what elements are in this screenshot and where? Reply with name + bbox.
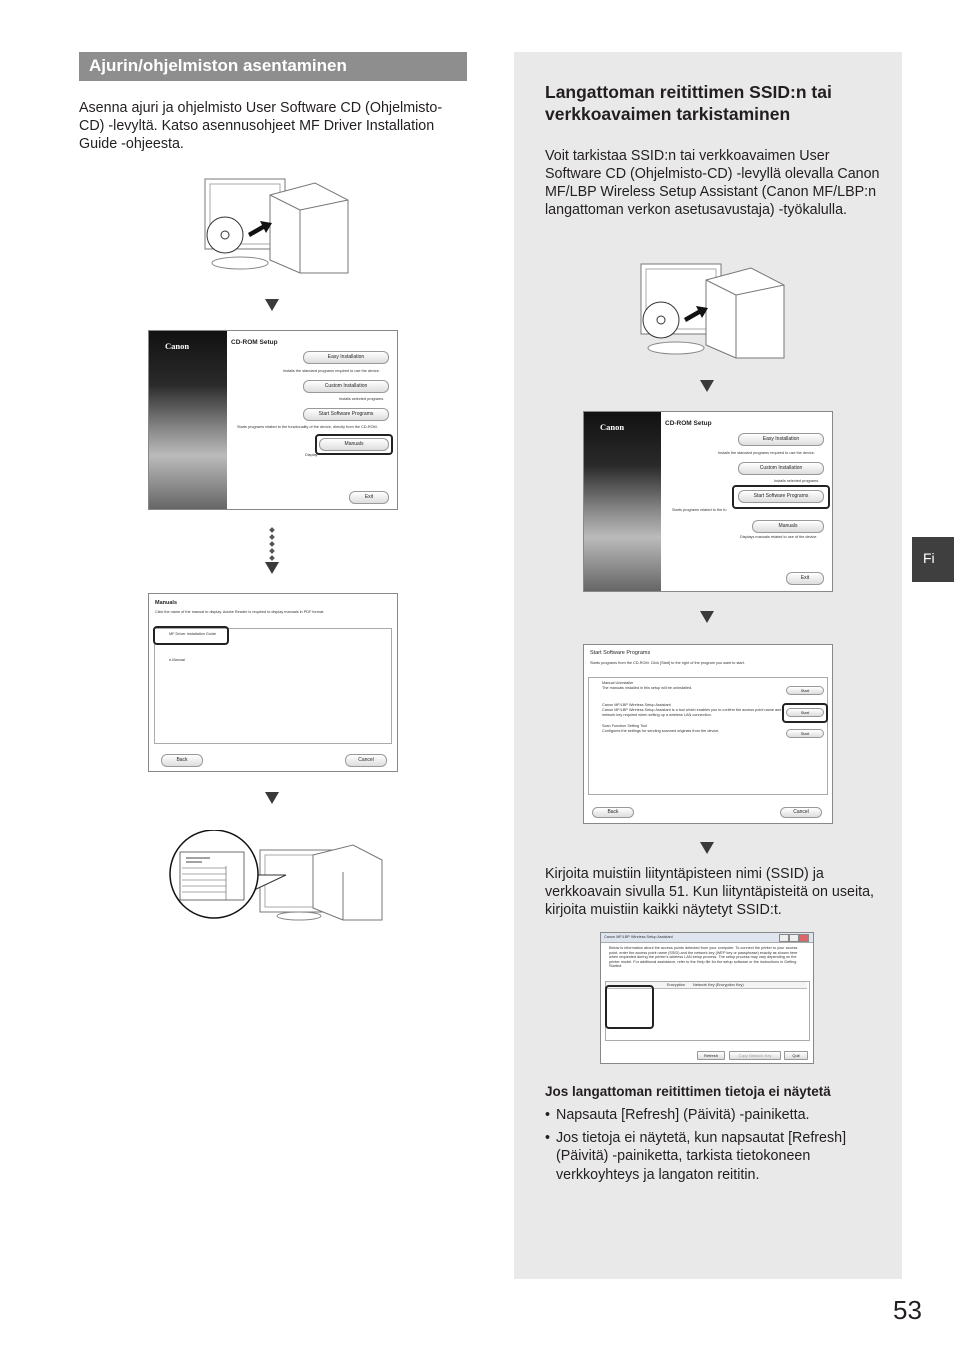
step-arrow [265, 792, 279, 804]
ssp-p2-start-button[interactable]: Start [786, 708, 824, 717]
custom-installation-desc: Installs selected programs. [339, 397, 385, 401]
start-software-programs-desc-2: Starts programs related to the fu [672, 508, 727, 512]
manuals-desc-2: Displays manuals related to use of the device. [740, 535, 818, 539]
cd-computer-illustration-2 [636, 260, 786, 360]
ssp-p2-name: Canon MF/LBP Wireless Setup Assistant [602, 703, 671, 707]
exit-button[interactable]: Exit [349, 491, 389, 504]
bullet-item: • Jos tietoja ei näytetä, kun napsautat [Refresh] (Päivitä) -painiketta, tarkista tietokoneen verkkoyhteys ja langaton reititin. [545, 1129, 865, 1185]
window-title: CD-ROM Setup [231, 339, 278, 346]
quit-button[interactable]: Quit [784, 1051, 808, 1060]
wsa-title: Canon MF/LBP Wireless Setup Assistant [604, 935, 673, 939]
wsa-ssid-highlight [605, 985, 654, 1029]
canon-logo-2: Canon [600, 422, 625, 432]
ssp-desc: Starts programs from the CD-ROM. Click [Start] to the right of the program you want to start. [590, 661, 745, 665]
wsa-col-key: Network Key (Encryption Key) [693, 983, 744, 987]
ssp-p1-desc: The manuals installed in this setup will be uninstalled. [602, 686, 693, 690]
exit-button-2[interactable]: Exit [786, 572, 824, 585]
custom-installation-desc-2: Installs selected programs. [774, 479, 820, 483]
cdrom-side-banner-2 [584, 412, 661, 591]
copy-network-key-button[interactable]: Copy Network Key [729, 1051, 781, 1060]
manuals-button[interactable]: Manuals [319, 438, 389, 451]
window-title-2: CD-ROM Setup [665, 420, 712, 427]
start-software-programs-desc: Starts programs related to the functionality of the device, directly from the CD-ROM. [237, 425, 378, 429]
right-heading: Langattoman reitittimen SSID:n tai verkkoavaimen tarkistaminen [545, 82, 832, 124]
step-arrow [700, 380, 714, 392]
start-software-programs-button-2[interactable]: Start Software Programs [738, 490, 824, 503]
easy-installation-desc-2: Installs the standard programs required to use the device. [718, 451, 815, 455]
wsa-col-encryption: Encryption [667, 983, 685, 987]
start-software-highlight [732, 485, 830, 509]
manuals-window-desc: Click the name of the manual to display. Adobe Reader is required to display manuals in PDF format. [155, 610, 325, 614]
ssp-title: Start Software Programs [590, 650, 651, 656]
manuals-window-title: Manuals [155, 600, 178, 606]
refresh-button[interactable]: Refresh [697, 1051, 725, 1060]
manual-item-driver-guide[interactable]: MF Driver Installation Guide [169, 632, 217, 636]
ssp-p3-start-button[interactable]: Start [786, 729, 824, 738]
ssp-p2-highlight [782, 703, 828, 723]
ssp-p3-desc: Configures the settings for sending scanned originals from the device. [602, 729, 720, 733]
left-intro: Asenna ajuri ja ohjelmisto User Software CD (Ohjelmisto-CD) -levyltä. Katso asennusohjeet MF Driver Installation Guide -ohjeesta. [79, 100, 443, 152]
manual-item-emanual[interactable]: e-Manual [169, 658, 185, 662]
easy-installation-button[interactable]: Easy Installation [303, 351, 389, 364]
custom-installation-button[interactable]: Custom Installation [303, 380, 389, 393]
manuals-highlight [315, 434, 393, 455]
ssp-p3-name: Scan Function Setting Tool [602, 724, 648, 728]
easy-installation-desc: Installs the standard programs required to use the device. [283, 369, 380, 373]
cdrom-setup-window [148, 330, 398, 510]
easy-installation-button-2[interactable]: Easy Installation [738, 433, 824, 446]
bullet-item: • Napsauta [Refresh] (Päivitä) -painiketta. [545, 1106, 865, 1125]
cancel-button[interactable]: Cancel [345, 754, 387, 767]
start-software-programs-button[interactable]: Start Software Programs [303, 408, 389, 421]
ssp-p1-start-button[interactable]: Start [786, 686, 824, 695]
cd-computer-illustration [200, 175, 350, 275]
monitor-manual-illustration [168, 830, 388, 922]
ssp-p1-name: Manual Uninstaller [602, 681, 634, 685]
step-arrow [265, 562, 279, 574]
page-number: 53 [893, 1295, 922, 1325]
step-arrow [700, 611, 714, 623]
step-arrow [700, 842, 714, 854]
right-bullet-list [545, 1106, 865, 1188]
manuals-button-2[interactable]: Manuals [752, 520, 824, 533]
start-software-window [583, 644, 833, 824]
manual-item-highlight [153, 626, 229, 645]
cdrom-side-banner [149, 331, 227, 509]
section-title: Ajurin/ohjelmiston asentaminen [89, 56, 347, 75]
ssp-cancel-button[interactable]: Cancel [780, 807, 822, 818]
manuals-desc: Display [305, 453, 318, 457]
custom-installation-button-2[interactable]: Custom Installation [738, 462, 824, 475]
language-tab-label: Fi [923, 550, 935, 566]
canon-logo: Canon [165, 341, 190, 351]
wsa-window-controls[interactable] [779, 934, 809, 940]
section-title-bar [79, 52, 467, 81]
back-button[interactable]: Back [161, 754, 203, 767]
language-tab [912, 537, 954, 582]
manuals-list [154, 628, 392, 744]
step-dots [270, 528, 274, 563]
wsa-text: Below is information about the access points detected from your computer. To connect the printer to your access point, enter the access point name (SSID) and the network key (WEP key or passphrase) exactly as shown here when requested during the printer's wireless LAN setup process. The setup process may vary depending on the printer model. For additional assistance, refer to the Help file for the setup software or the instructions in Getting Started. [609, 946, 798, 968]
wireless-setup-window [600, 932, 814, 1064]
right-note: Kirjoita muistiin liityntäpisteen nimi (SSID) ja verkkoavain sivulla 51. Kun liityntäpisteitä on useita, kirjoita muistiin kaikki näytetyt SSID:t. [545, 866, 875, 918]
step-arrow [265, 299, 279, 311]
right-subheading: Jos langattoman reitittimen tietoja ei näytetä [545, 1084, 831, 1099]
ssp-p2-desc: Canon MF/LBP Wireless Setup Assistant is a tool which enables you to confirm the access point name and network key required when setting up a wireless LAN connection. [602, 708, 782, 717]
manuals-window [148, 593, 398, 772]
cdrom-setup-window-2 [583, 411, 833, 592]
right-intro: Voit tarkistaa SSID:n tai verkkoavaimen User Software CD (Ohjelmisto-CD) -levyllä olevalla Canon MF/LBP Wireless Setup Assistant (Canon MF/LBP:n langattoman verkon asetusavustaja) -työkalulla. [545, 148, 880, 218]
ssp-back-button[interactable]: Back [592, 807, 634, 818]
